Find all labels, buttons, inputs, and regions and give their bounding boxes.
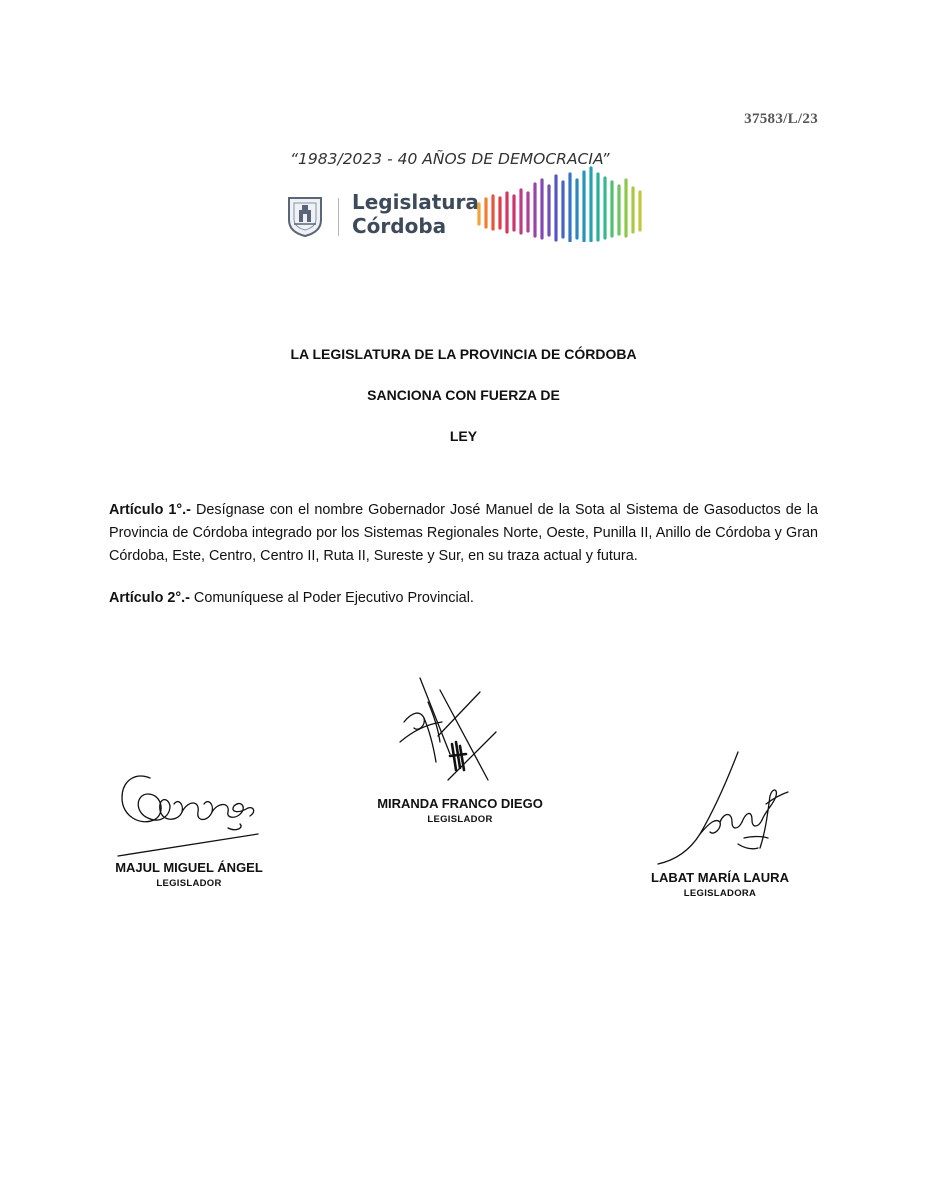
signatory-name-labat: LABAT MARÍA LAURA <box>651 870 789 885</box>
heading-ley: LEY <box>449 428 478 444</box>
logo-motto: “1983/2023 - 40 AÑOS DE DEMOCRACIA” <box>290 150 610 168</box>
handwritten-signature-labat <box>640 748 800 870</box>
signatory-name-majul: MAJUL MIGUEL ÁNGEL <box>115 860 263 875</box>
logo-name-line2: Córdoba <box>352 214 447 238</box>
signatory-role-majul: LEGISLADOR <box>156 878 222 889</box>
signatory-role-miranda: LEGISLADOR <box>427 814 493 825</box>
signature-block-miranda <box>364 672 556 825</box>
signature-block-majul <box>108 768 270 889</box>
article-2-label: Artículo 2°.- <box>109 590 190 606</box>
logo-color-bars-icon <box>476 166 646 242</box>
logo-name <box>352 190 479 238</box>
heading-sanciona: SANCIONA CON FUERZA DE <box>367 387 560 403</box>
handwritten-signature-miranda <box>364 672 556 796</box>
signatory-role-labat: LEGISLADORA <box>683 888 757 899</box>
logo-divider <box>338 198 339 236</box>
article-1-text: Desígnase con el nombre Gobernador José Manuel de la Sota al Sistema de Gasoductos de la Provincia de Córdoba integrado por los Sistemas Regionales Norte, Oeste, Punilla II, Anillo de Córdoba y Gran Córdoba, Este, Centro, Centro II, Ruta II, Sureste y Sur, en su traza actual y futura. <box>109 502 818 564</box>
handwritten-signature-majul <box>108 768 270 860</box>
logo-name-line1: Legislatura <box>352 190 479 214</box>
article-1 <box>109 499 818 568</box>
signatory-name-miranda: MIRANDA FRANCO DIEGO <box>377 796 543 811</box>
article-2 <box>109 587 818 610</box>
article-1-label: Artículo 1°.- <box>109 502 191 518</box>
signature-block-labat <box>640 748 800 899</box>
heading-legislature: LA LEGISLATURA DE LA PROVINCIA DE CÓRDOBA <box>290 346 637 362</box>
legislature-logo <box>282 146 652 246</box>
reference-number: 37583/L/23 <box>744 111 818 127</box>
provincial-seal-icon <box>286 194 324 238</box>
article-2-text: Comuníquese al Poder Ejecutivo Provincial. <box>189 590 474 606</box>
